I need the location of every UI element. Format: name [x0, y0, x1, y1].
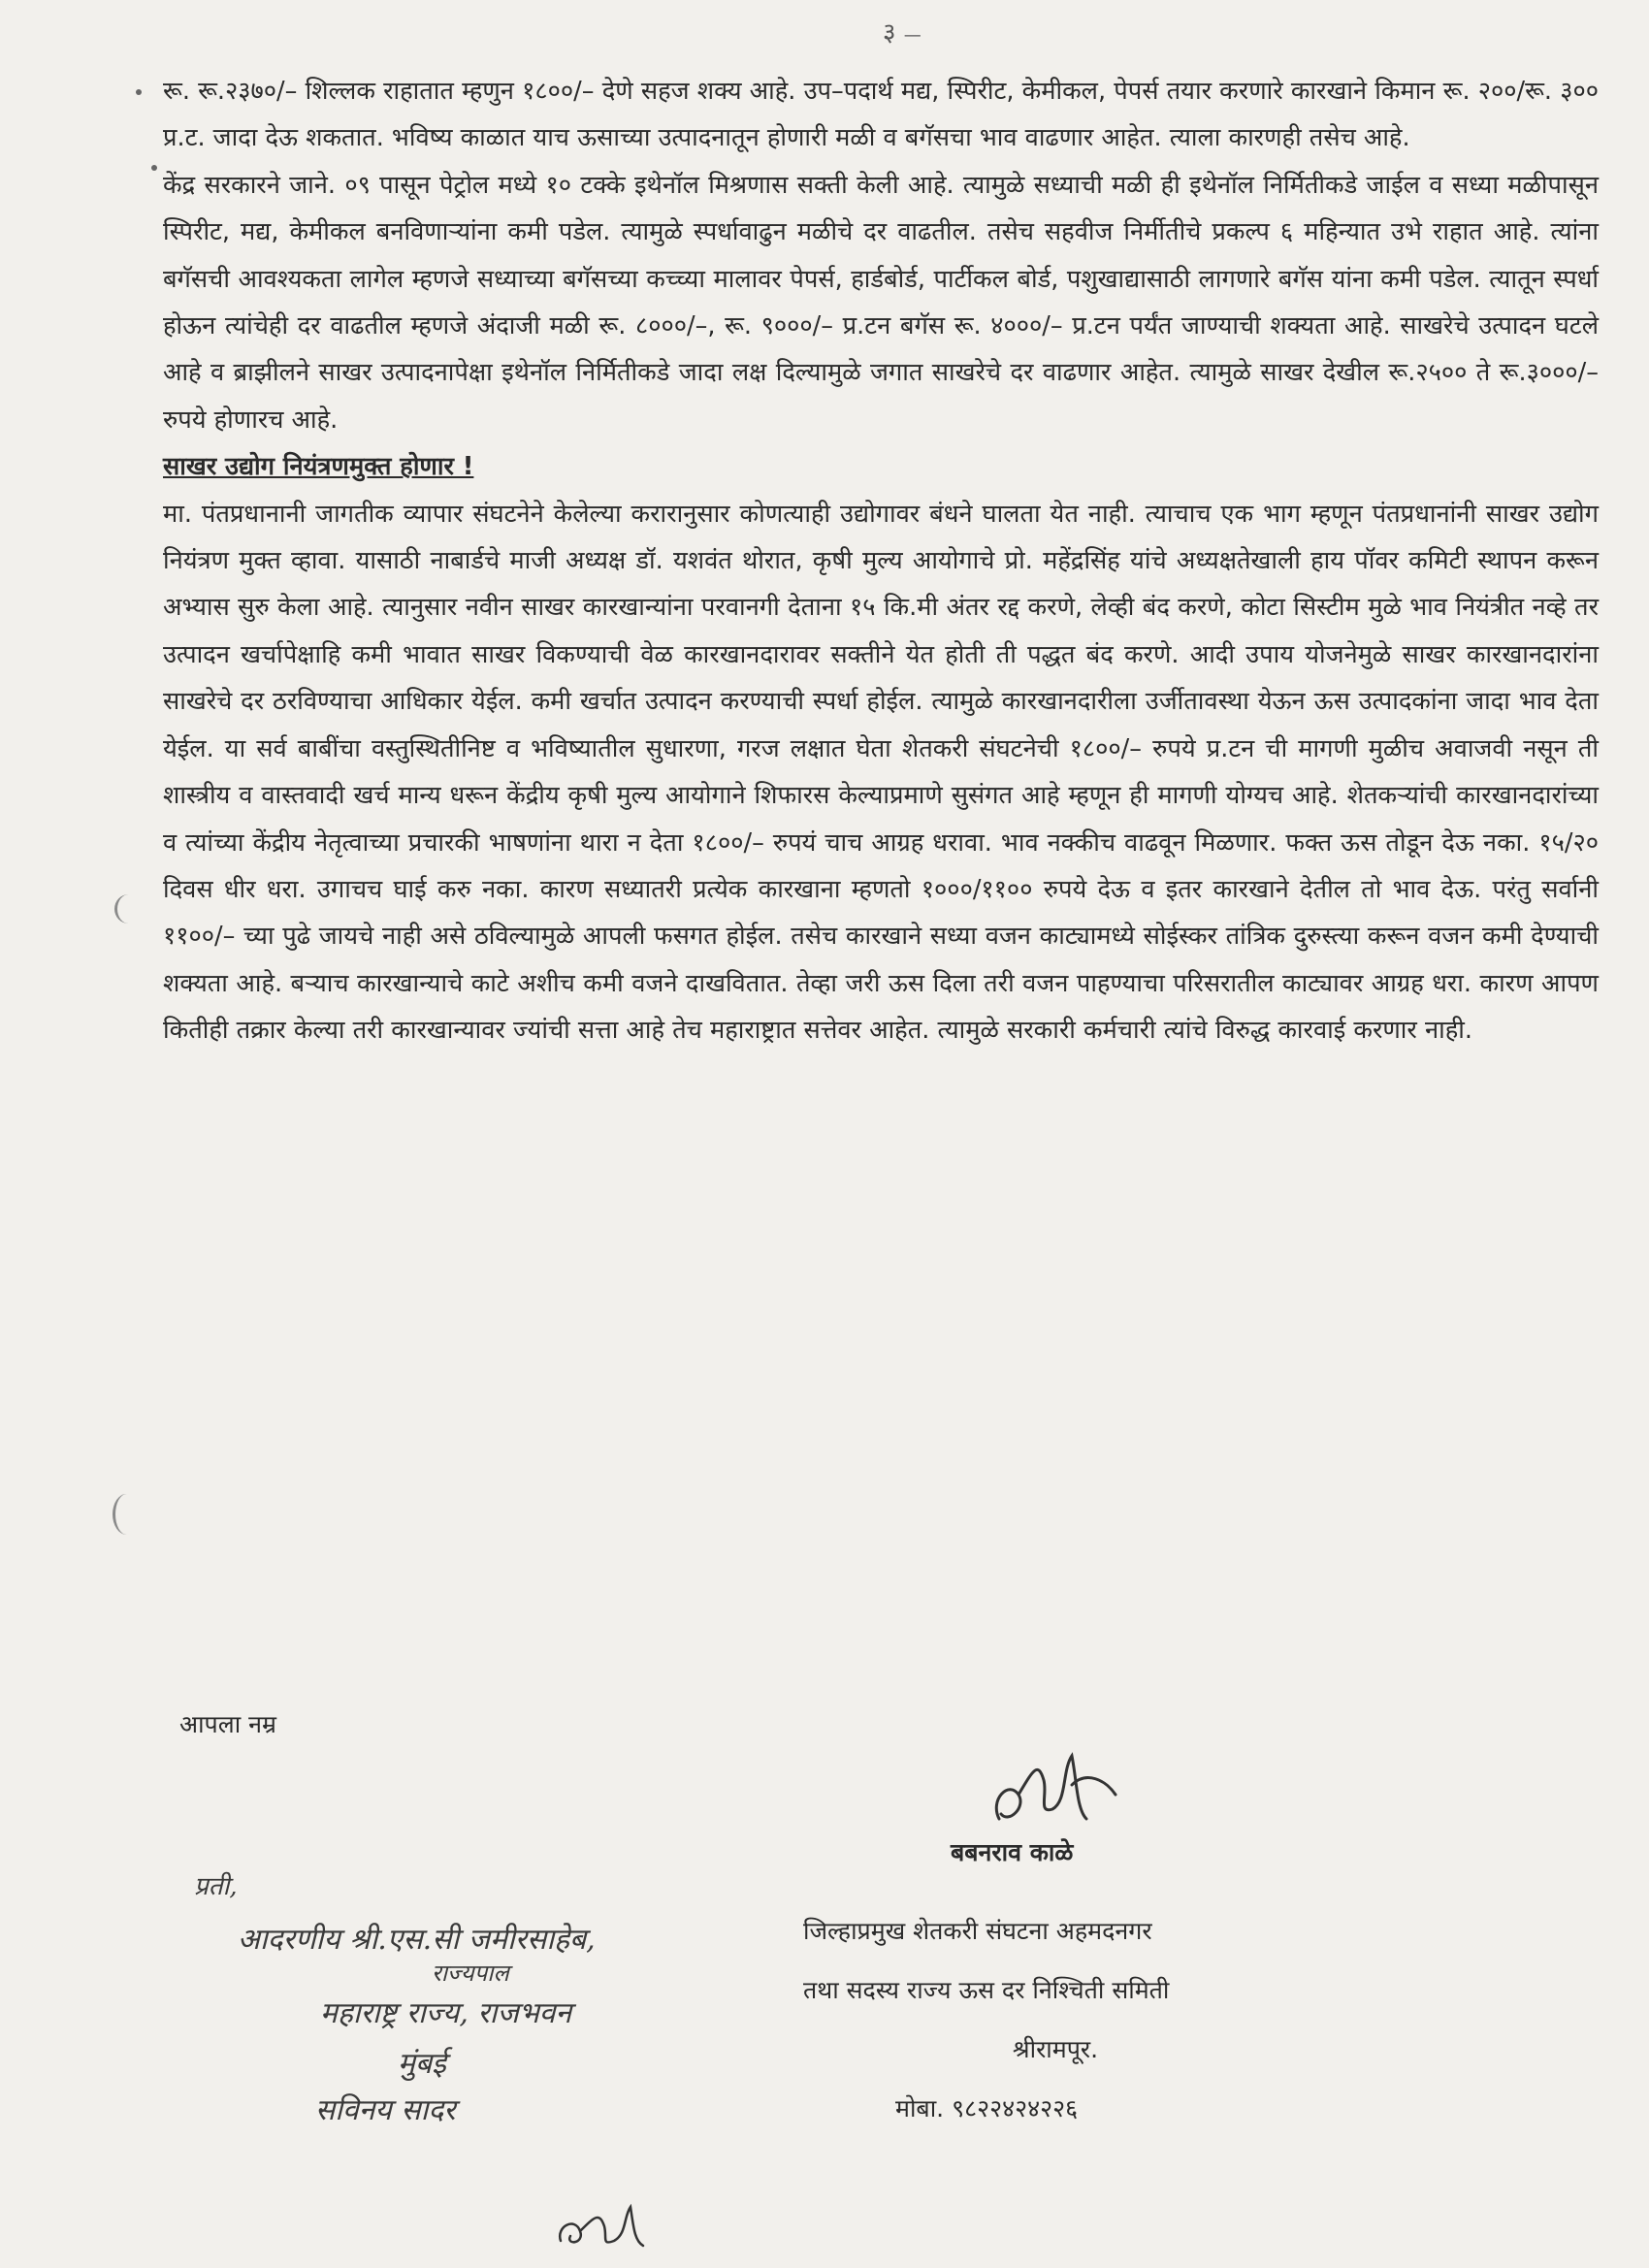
mobile-number: मोबा. ९८२२४२४२२६ — [895, 2094, 1079, 2122]
recipient-prati: प्रती, — [194, 1872, 238, 1901]
recipient-line: मुंबई — [398, 2047, 446, 2081]
letter-body — [163, 68, 1599, 1054]
signatory-name: बबनराव काळे — [951, 1838, 1074, 1866]
paragraph-2: केंद्र सरकारने जाने. ०९ पासून पेट्रोल मध्ये १० टक्के इथेनॉल मिश्रणास सक्ती केली आहे. त्यामुळे सध्याची मळी ही इथेनॉल निर्मितीकडे जाईल व सध्या मळीपासून स्पिरीट, मद्य, केमीकल बनविणाऱ्यांना कमी पडेल. त्यामुळे स्पर्धावाढुन मळीचे दर वाढतील. तसेच सहवीज निर्मीतीचे प्रकल्प ६ महिन्यात उभे राहात आहे. त्यांना बगॅसची आवश्यकता लागेल म्हणजे सध्याच्या बगॅसच्या कच्च्या मालावर पेपर्स, हार्डबोर्ड, पार्टीकल बोर्ड, पशुखाद्यासाठी लागणारे बगॅस यांना कमी पडेल. त्यातून स्पर्धा होऊन त्यांचेही दर वाढतील म्हणजे अंदाजी मळी रू. ८०००/–, रू. ९०००/– प्र.टन बगॅस रू. ४०००/– प्र.टन पर्यंत जाण्याची शक्यता आहे. साखरेचे उत्पादन घटले आहे व ब्राझीलने साखर उत्पादनापेक्षा इथेनॉल निर्मितीकडे जादा लक्ष दिल्यामुळे जगात साखरेचे दर वाढणार आहेत. त्यामुळे साखर देखील रू.२५०० ते रू.३०००/– रुपये होणारच आहे. — [163, 170, 1599, 435]
designation-line: तथा सदस्य राज्य ऊस दर निश्चिती समिती — [803, 1976, 1170, 2004]
signature-graphic — [980, 1741, 1135, 1838]
page-number: ३ — — [883, 18, 922, 48]
paragraph-1: रू. रू.२३७०/– शिल्लक राहातात म्हणुन १८००/– देणे सहज शक्य आहे. उप–पदार्थ मद्य, स्पिरीट, केमीकल, पेपर्स तयार करणारे कारखाने किमान रू. २००/रू. ३०० प्र.ट. जादा देऊ शकतात. भविष्य काळात याच ऊसाच्या उत्पादनातून होणारी मळी व बगॅसचा भाव वाढणार आहेत. त्याला कारणही तसेच आहे. — [163, 77, 1599, 153]
punch-hole-mark — [113, 1494, 141, 1535]
recipient-line: राज्यपाल — [432, 1960, 509, 1987]
designation-line: श्रीरामपूर. — [1012, 2035, 1099, 2063]
initials-graphic — [551, 2197, 667, 2255]
recipient-line: सविनय सादर — [315, 2093, 456, 2127]
paragraph-3: मा. पंतप्रधानानी जागतीक व्यापार संघटनेने केलेल्या करारानुसार कोणत्याही उद्योगावर बंधने घालता येत नाही. त्याचाच एक भाग म्हणून पंतप्रधानांनी साखर उद्योग नियंत्रण मुक्त व्हावा. यासाठी नाबार्डचे माजी अध्यक्ष डॉ. यशवंत थोरात, कृषी मुल्य आयोगाचे प्रो. महेंद्रसिंह यांचे अध्यक्षतेखाली हाय पॉवर कमिटी स्थापन करून अभ्यास सुरु केला आहे. त्यानुसार नवीन साखर कारखान्यांना परवानगी देताना १५ कि.मी अंतर रद्द करणे, लेव्ही बंद करणे, कोटा सिस्टीम मुळे भाव नियंत्रीत नव्हे तर उत्पादन खर्चापेक्षाहि कमी भावात साखर विकण्याची वेळ कारखानदारावर सक्तीने येत होती ती पद्धत बंद करणे. आदी उपाय योजनेमुळे साखर कारखानदारांना साखरेचे दर ठरविण्याचा आधिकार येईल. कमी खर्चात उत्पादन करण्याची स्पर्धा होईल. त्यामुळे कारखानदारीला उर्जीतावस्था येऊन ऊस उत्पादकांना जादा भाव देता येईल. या सर्व बाबींचा वस्तुस्थितीनिष्ट व भविष्यातील सुधारणा, गरज लक्षात घेता शेतकरी संघटनेची १८००/– रुपये प्र.टन ची मागणी मुळीच अवाजवी नसून ती शास्त्रीय व वास्तवादी खर्च मान्य धरून केंद्रीय कृषी मुल्य आयोगाने शिफारस केल्याप्रमाणे सुसंगत आहे म्हणून ही मागणी योग्यच आहे. शेतकऱ्यांची कारखानदारांच्या व त्यांच्या केंद्रीय नेतृत्वाच्या प्रचारकी भाषणांना थारा न देता १८००/– रुपयं चाच आग्रह धरावा. भाव नक्कीच वाढवून मिळणार. फक्त ऊस तोडून देऊ नका. १५/२० दिवस धीर धरा. उगाचच घाई करु नका. कारण सध्यातरी प्रत्येक कारखाना म्हणतो १०००/११०० रुपये देऊ व इतर कारखाने देतील तो भाव देऊ. परंतु सर्वानी ११००/– च्या पुढे जायचे नाही असे ठविल्यामुळे आपली फसगत होईल. तसेच कारखाने सध्या वजन काट्यामध्ये सोईस्कर तांत्रिक दुरुस्त्या करून वजन कमी देण्याची शक्यता आहे. बऱ्याच कारखान्याचे काटे अशीच कमी वजने दाखवितात. तेव्हा जरी ऊस दिला तरी वजन पाहण्याचा परिसरातील काट्यावर आग्रह धरा. कारण आपण कितीही तक्रार केल्या तरी कारखान्यावर ज्यांची सत्ता आहे तेच महाराष्ट्रात सत्तेवर आहेत. त्यामुळे सरकारी कर्मचारी त्यांचे विरुद्ध कारवाई करणार नाही. — [163, 499, 1599, 1046]
scan-dot — [136, 89, 142, 95]
section-heading: साखर उद्योग नियंत्रणमुक्त होणार ! — [163, 452, 474, 482]
recipient-line: महाराष्ट्र राज्य, राजभवन — [320, 1996, 572, 2030]
designation-line: जिल्हाप्रमुख शेतकरी संघटना अहमदनगर — [803, 1917, 1152, 1945]
scan-dot — [151, 165, 157, 171]
recipient-line: आदरणीय श्री.एस.सी जमीरसाहेब, — [238, 1923, 596, 1957]
signatory-designation — [803, 1901, 1308, 2138]
punch-hole-mark — [114, 894, 143, 923]
closing-salutation: आपला नम्र — [179, 1710, 276, 1738]
